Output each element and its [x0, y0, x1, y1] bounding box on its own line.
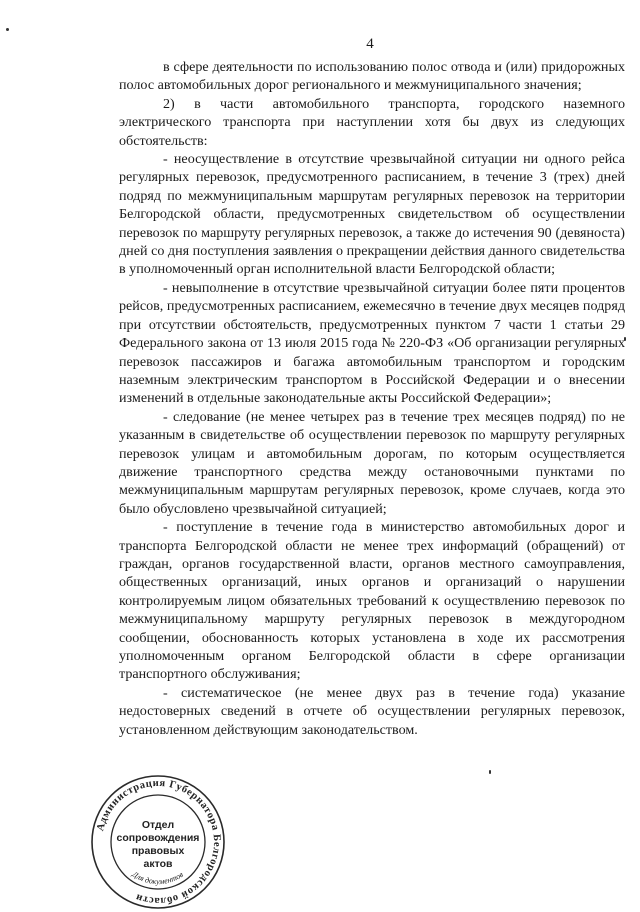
paragraph: - неосуществление в отсутствие чрезвычайной ситуации ни одного рейса регулярных перевозок, предусмотренного расписанием, в течение 3 (трех) дней подряд по межмуниципальным маршрутам регулярных перевозок на территории Белгородской области, предусмотренных свидетельством об осуществлении перевозок по маршруту регулярных перевозок, а также до истечения 90 (девяноста) дней со дня поступления заявления о прекращении действия данного свидетельства в уполномоченный орган исполнительной власти Белгородской области; [119, 151, 625, 278]
stamp-center-line: сопровождения [116, 832, 200, 844]
paragraph: 2) в части автомобильного транспорта, городского наземного электрического транспорта при наступлении хотя бы двух из следующих обстоятельств: [119, 95, 625, 149]
paragraph: - поступление в течение года в министерство автомобильных дорог и транспорта Белгородской области не менее трех информаций (обращений) от граждан, органов государственной власти, органов местного самоуправления, общественных организаций, иных органов и организаций о нарушении контролируемым лицом обязательных требований к осуществлению перевозок по межмуниципальному маршруту регулярных перевозок в междугородном сообщении, обоснованность которых установлена в ходе их рассмотрения уполномоченным органом Белгородской области в сфере организации транспортного обслуживания; [119, 519, 625, 683]
paragraph: - систематическое (не менее двух раз в течение года) указание недостоверных сведений в отчете об осуществлении регулярных перевозок, установленном действующим законодательством. [119, 684, 625, 738]
paragraph: в сфере деятельности по использованию полос отвода и (или) придорожных полос автомобильных дорог регионального и межмуниципального значения; [119, 59, 625, 94]
stamp-center-line: Отдел [141, 819, 175, 831]
page-number: 4 [366, 36, 374, 52]
document-body [119, 58, 625, 739]
scan-dot [489, 770, 491, 774]
paragraph: - следование (не менее четырех раз в течение трех месяцев подряд) по не указанным в свидетельстве об осуществлении перевозок по маршруту регулярных перевозок улицам и автомобильным дорогам, по которым осуществляется движение транспортного средства между остановочными пунктами по межмуниципальным маршрутам регулярных перевозок, кроме случаев, когда это было обусловлено чрезвычайной ситуацией; [119, 408, 625, 517]
stamp-graphic [88, 772, 228, 912]
svg-text:Для документов [130, 869, 186, 886]
department-stamp [88, 772, 228, 912]
stamp-center-line: актов [143, 858, 173, 870]
stamp-bottom-text: Для документов [130, 869, 185, 887]
paragraph: - невыполнение в отсутствие чрезвычайной ситуации более пяти процентов рейсов, предусмотренных расписанием, ежемесячно в течение двух месяцев подряд при отсутствии обстоятельств, предусмотренных пунктом 7 части 1 статьи 29 Федерального закона от 13 июля 2015 года № 220-ФЗ «Об организации регулярных перевозок пассажиров и багажа автомобильным транспортом и городским наземным электрическим транспортом в Российской Федерации и о внесении изменений в отдельные законодательные акты Российской Федерации»; [119, 279, 625, 407]
stamp-center-line: правовых [131, 845, 185, 857]
stamp-ring-text: Администрация Губернатора Белгородской области [95, 777, 223, 907]
scan-dot [6, 28, 9, 31]
